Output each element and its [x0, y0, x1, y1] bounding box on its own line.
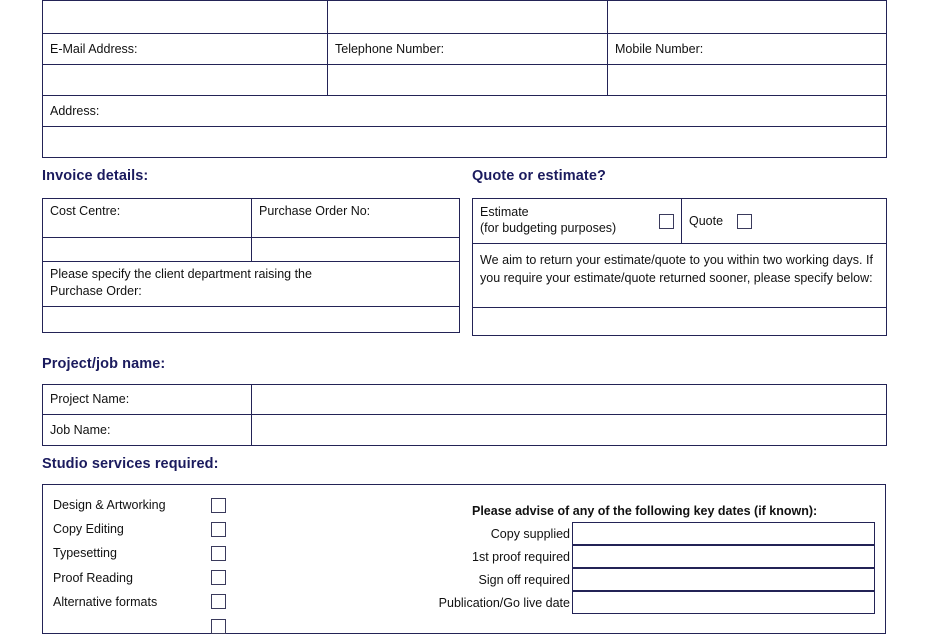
service-checkbox-typesetting[interactable] [211, 546, 226, 561]
service-checkbox-design-artworking[interactable] [211, 498, 226, 513]
key-dates-title: Please advise of any of the following key dates (if known): [472, 504, 818, 518]
service-checkbox-alternative-formats[interactable] [211, 594, 226, 609]
key-date-row [376, 568, 875, 591]
list-item[interactable] [53, 566, 226, 590]
list-item[interactable] [53, 493, 226, 517]
invoice-details-table [42, 198, 460, 333]
table-row [43, 1, 887, 34]
table-row [473, 244, 887, 308]
cost-centre-input[interactable] [43, 238, 252, 262]
list-item[interactable] [53, 541, 226, 565]
service-label: Proof Reading [53, 570, 133, 585]
project-name-label: Project Name: [43, 385, 252, 415]
quote-or-estimate-heading: Quote or estimate? [472, 168, 606, 184]
quote-label: Quote [689, 213, 724, 228]
project-job-name-table [42, 384, 887, 446]
estimate-label-line1: Estimate [480, 205, 529, 220]
contact-name-input[interactable] [43, 1, 328, 34]
contact-jobtitle-input[interactable] [328, 1, 608, 34]
estimate-label-line2: (for budgeting purposes) [480, 221, 617, 235]
service-checkbox-additional[interactable] [211, 619, 226, 634]
address-input[interactable] [43, 127, 887, 158]
estimate-checkbox[interactable] [659, 214, 674, 229]
quote-option-cell[interactable] [682, 199, 887, 244]
mobile-number-input[interactable] [608, 65, 887, 96]
studio-services-list [53, 493, 226, 638]
table-row [43, 34, 887, 65]
service-label: Copy Editing [53, 522, 124, 537]
job-name-input[interactable] [252, 415, 887, 446]
service-checkbox-proof-reading[interactable] [211, 570, 226, 585]
service-label: Design & Artworking [53, 498, 166, 513]
key-date-input-first-proof-required[interactable] [572, 545, 875, 568]
table-row [43, 307, 460, 333]
service-checkbox-copy-editing[interactable] [211, 522, 226, 537]
department-input[interactable] [43, 307, 460, 333]
mobile-number-label: Mobile Number: [608, 34, 887, 65]
department-prompt [43, 262, 460, 307]
department-prompt-line2: Purchase Order: [50, 283, 142, 298]
key-date-row [376, 591, 875, 614]
telephone-number-input[interactable] [328, 65, 608, 96]
table-row [473, 199, 887, 244]
telephone-number-label: Telephone Number: [328, 34, 608, 65]
estimate-option-cell[interactable] [473, 199, 682, 244]
key-date-row [376, 545, 875, 568]
key-date-label: Publication/Go live date [438, 595, 570, 610]
quote-or-estimate-table [472, 198, 887, 336]
email-address-input[interactable] [43, 65, 328, 96]
job-name-label: Job Name: [43, 415, 252, 446]
list-item[interactable] [53, 614, 226, 638]
table-row [43, 199, 460, 238]
table-row [43, 415, 887, 446]
table-row [43, 96, 887, 127]
table-row [43, 262, 460, 307]
invoice-details-heading: Invoice details: [42, 168, 149, 184]
table-row [43, 127, 887, 158]
list-item[interactable] [53, 517, 226, 541]
contact-details-table [42, 0, 887, 158]
contact-extra-input[interactable] [608, 1, 887, 34]
purchase-order-no-input[interactable] [252, 238, 460, 262]
list-item[interactable] [53, 590, 226, 614]
project-name-input[interactable] [252, 385, 887, 415]
table-row [473, 308, 887, 336]
department-prompt-line1: Please specify the client department raising the [50, 267, 312, 281]
address-label: Address: [43, 96, 887, 127]
table-row [43, 238, 460, 262]
key-date-input-publication-go-live-date[interactable] [572, 591, 875, 614]
key-date-label: Copy supplied [490, 526, 570, 541]
key-date-label: Sign off required [478, 572, 570, 587]
service-label: Typesetting [53, 546, 117, 561]
key-date-row [376, 522, 875, 545]
studio-services-panel [42, 484, 886, 634]
key-date-input-sign-off-required[interactable] [572, 568, 875, 591]
turnaround-input[interactable] [473, 308, 887, 336]
quote-checkbox[interactable] [737, 214, 752, 229]
table-row [43, 385, 887, 415]
key-date-label: 1st proof required [472, 549, 570, 564]
email-address-label: E-Mail Address: [43, 34, 328, 65]
project-job-name-heading: Project/job name: [42, 356, 166, 372]
estimate-label [480, 205, 616, 236]
cost-centre-label: Cost Centre: [43, 199, 252, 238]
key-date-input-copy-supplied[interactable] [572, 522, 875, 545]
studio-services-heading: Studio services required: [42, 456, 219, 472]
table-row [43, 65, 887, 96]
purchase-order-no-label: Purchase Order No: [252, 199, 460, 238]
turnaround-note: We aim to return your estimate/quote to you within two working days. If you require your estimate/quote returned sooner, please specify below: [480, 253, 873, 286]
turnaround-note-cell [473, 244, 887, 308]
service-label: Alternative formats [53, 594, 158, 609]
